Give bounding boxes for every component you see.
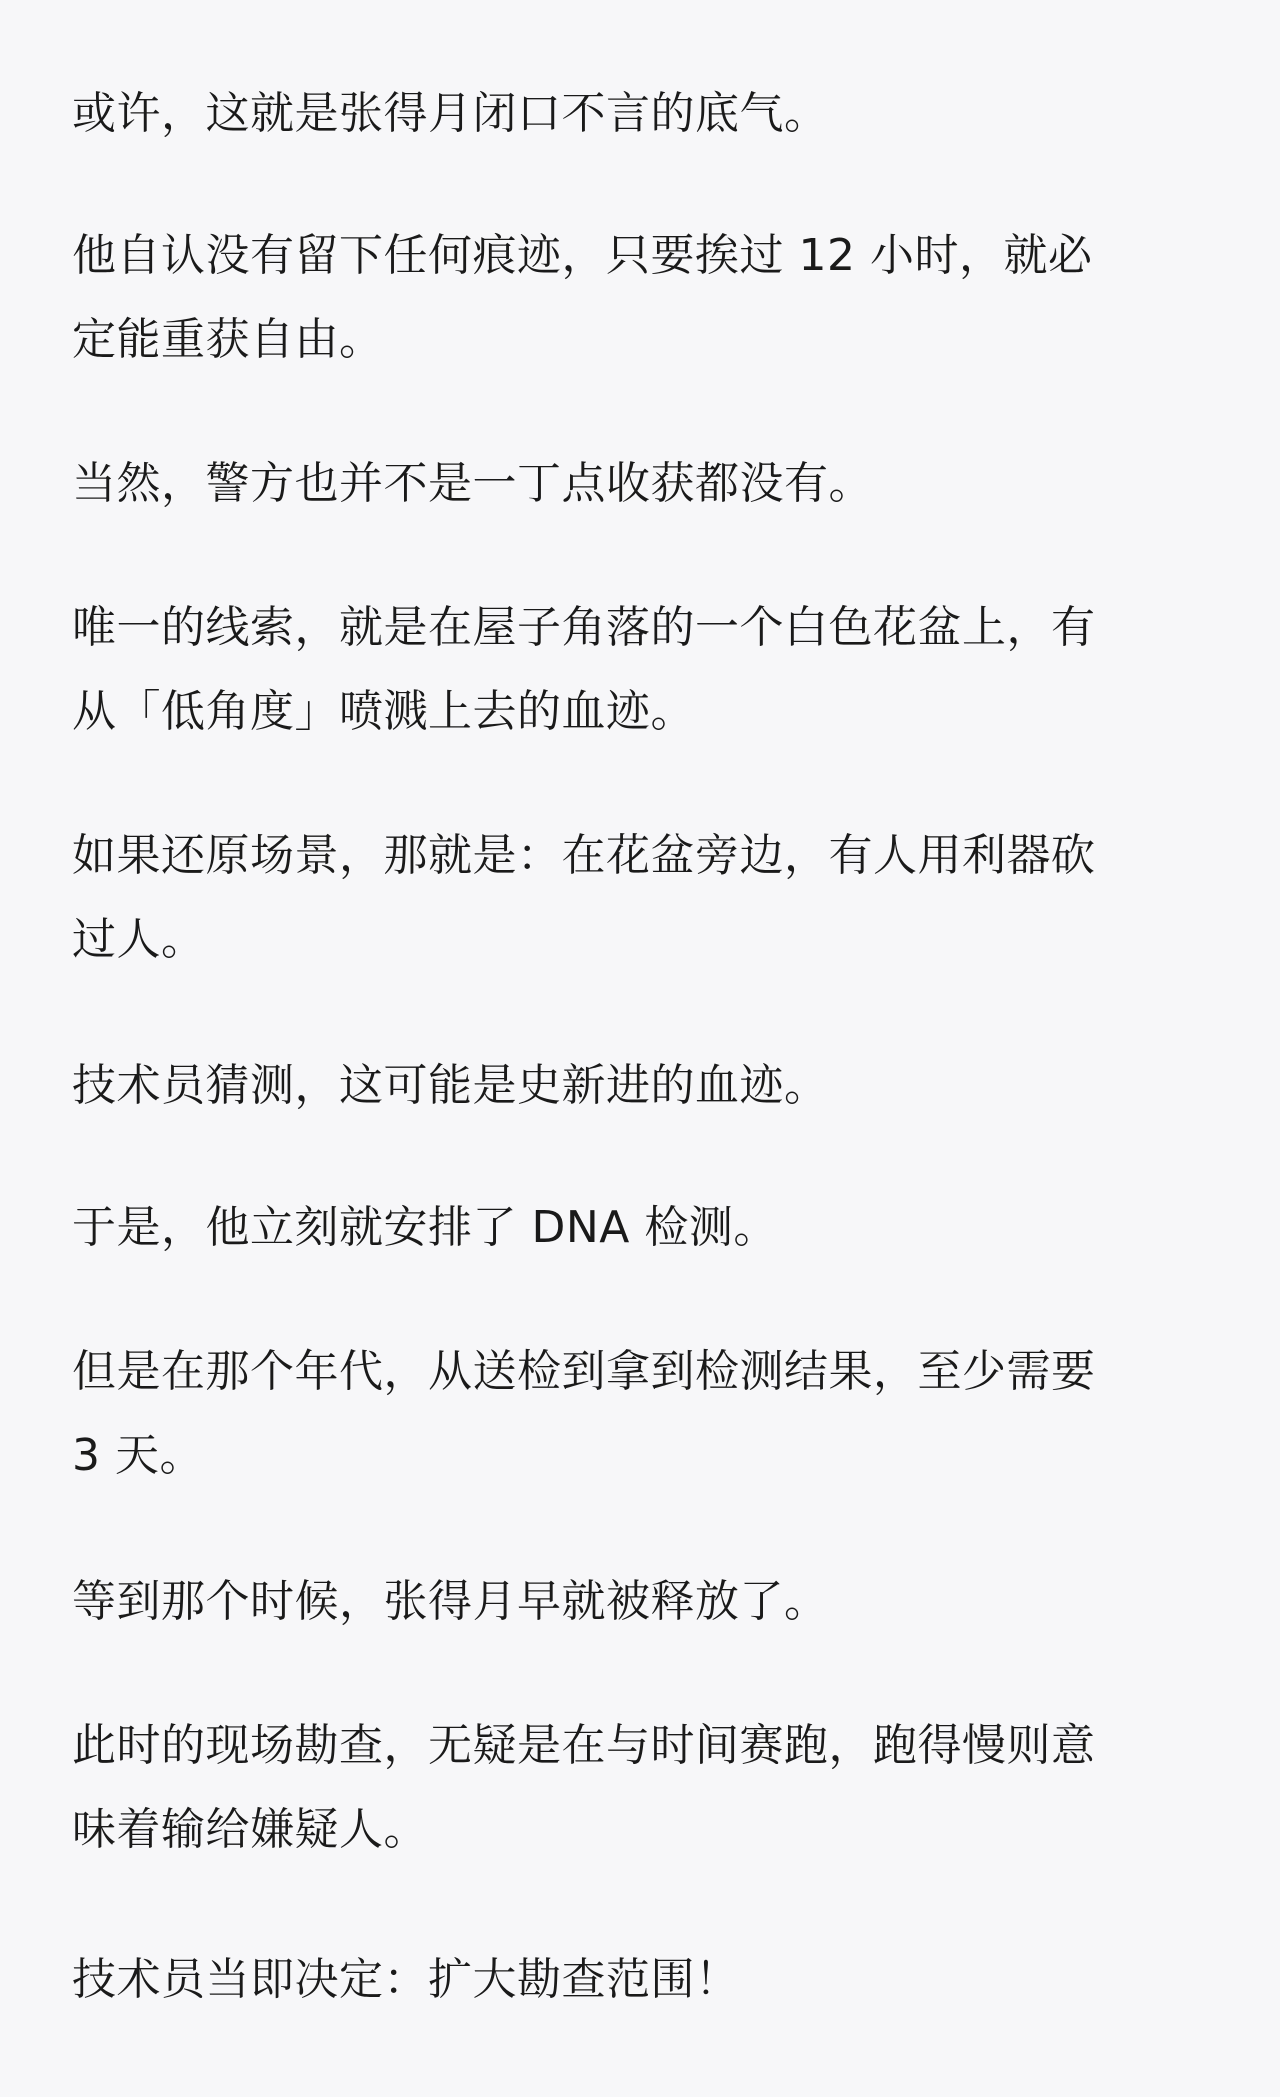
paragraph-line: 过人。 [72, 914, 206, 965]
paragraph-line: 唯一的线索，就是在屋子角落的一个白色花盆上，有 [72, 602, 1096, 653]
paragraph-line: 于是，他立刻就安排了 DNA 检测。 [72, 1202, 778, 1253]
paragraph-line: 此时的现场勘查，无疑是在与时间赛跑，跑得慢则意 [72, 1720, 1096, 1771]
paragraph-11 [72, 1938, 740, 2022]
paragraph-9 [72, 1560, 829, 1644]
paragraph-line: 或许，这就是张得月闭口不言的底气。 [72, 88, 829, 139]
paragraph-3 [72, 442, 873, 526]
paragraph-line: 等到那个时候，张得月早就被释放了。 [72, 1576, 829, 1627]
paragraph-8 [72, 1330, 1096, 1498]
paragraph-line: 从「低角度」喷溅上去的血迹。 [72, 686, 695, 737]
paragraph-line: 如果还原场景，那就是：在花盆旁边，有人用利器砍 [72, 830, 1096, 881]
paragraph-line: 味着输给嫌疑人。 [72, 1804, 428, 1855]
paragraph-4 [72, 586, 1096, 754]
paragraph-10 [72, 1704, 1096, 1872]
paragraph-line: 他自认没有留下任何痕迹，只要挨过 12 小时，就必 [72, 230, 1093, 281]
paragraph-7 [72, 1186, 778, 1270]
paragraph-1 [72, 72, 829, 156]
paragraph-2 [72, 214, 1092, 382]
paragraph-line: 当然，警方也并不是一丁点收获都没有。 [72, 458, 873, 509]
paragraph-line: 但是在那个年代，从送检到拿到检测结果，至少需要 [72, 1346, 1096, 1397]
paragraph-line: 定能重获自由。 [72, 314, 384, 365]
paragraph-line: 技术员猜测，这可能是史新进的血迹。 [72, 1060, 829, 1111]
paragraph-5 [72, 814, 1096, 982]
paragraph-line: 技术员当即决定：扩大勘查范围！ [72, 1954, 740, 2005]
paragraph-6 [72, 1044, 829, 1128]
paragraph-line: 3 天。 [72, 1430, 204, 1481]
